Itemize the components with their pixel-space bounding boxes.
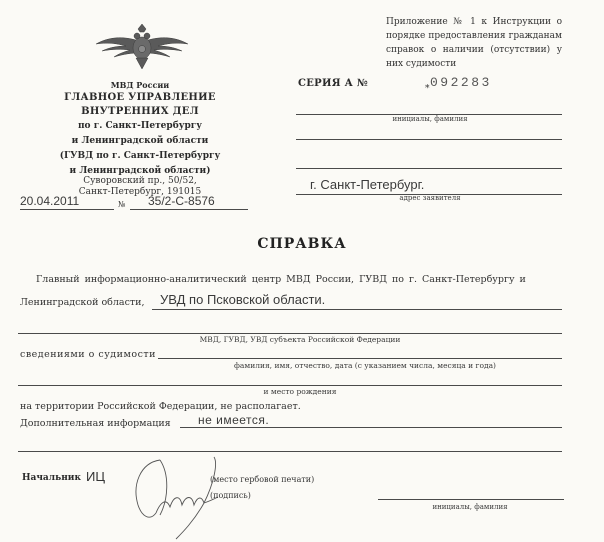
birthplace-line xyxy=(18,385,562,386)
initials-caption: инициалы, фамилия xyxy=(392,115,468,123)
intro-line-2: Ленинградской области, xyxy=(20,297,145,308)
issuer-line: (ГУВД по г. Санкт-Петербургу xyxy=(59,151,221,161)
authority-value: УВД по Псковской области. xyxy=(160,292,326,307)
authority-caption: МВД, ГУВД, УВД субъекта Российской Федерации xyxy=(199,335,401,344)
signature-caption: (подпись) xyxy=(210,491,251,500)
issuer-line: по г. Санкт-Петербургу xyxy=(77,121,203,131)
series-label: СЕРИЯ А № xyxy=(298,78,369,89)
territory-text: на территории Российской Федерации, не располагает. xyxy=(20,401,301,412)
name-caption: инициалы, фамилия xyxy=(432,503,508,511)
birthplace-caption: и место рождения xyxy=(263,387,337,396)
appendix-note: Приложение № 1 к Инструкции о порядке предоставления гражданам справок о наличии (отсутствии) у них судимости xyxy=(386,17,562,69)
number-label: № xyxy=(118,200,126,209)
address-line: Санкт-Петербург, 191015 xyxy=(78,187,202,197)
date-underline xyxy=(20,209,114,210)
address-line: Суворовский пр., 50/52, xyxy=(83,176,197,186)
issuer-line: ВНУТРЕННИХ ДЕЛ xyxy=(81,106,199,117)
issuer-line: и Ленинградской области) xyxy=(69,166,211,176)
recipient-line-2 xyxy=(296,139,562,140)
person-caption: фамилия, имя, отчество, дата (с указанием числа, месяца и года) xyxy=(234,361,496,370)
person-line xyxy=(158,358,562,359)
authority-line-2 xyxy=(18,333,562,334)
recipient-line-3 xyxy=(296,168,562,169)
intro-line-1: Главный информационно-аналитический центр МВД России, ГУВД по г. Санкт-Петербургу и xyxy=(36,274,526,285)
issuer-block xyxy=(20,80,260,179)
outgoing-date: 20.04.2011 xyxy=(20,194,80,208)
additional-line-2 xyxy=(18,451,562,452)
address-caption: адрес заявителя xyxy=(399,194,461,202)
authority-line xyxy=(152,309,562,310)
additional-value: не имеется. xyxy=(198,413,270,427)
chief-unit: ИЦ xyxy=(86,469,105,484)
mvd-emblem-icon xyxy=(96,22,188,70)
issuer-line: МВД России xyxy=(110,80,170,90)
additional-label: Дополнительная информация xyxy=(20,418,171,429)
issuer-line: ГЛАВНОЕ УПРАВЛЕНИЕ xyxy=(64,92,216,103)
series-star: * xyxy=(425,84,430,94)
document-title: СПРАВКА xyxy=(257,236,347,252)
issuer-line: и Ленинградской области xyxy=(71,136,209,146)
number-underline xyxy=(130,209,248,210)
series-number: 092283 xyxy=(430,75,492,90)
outgoing-number: 35/2-С-8576 xyxy=(148,194,215,208)
stamp-caption: (место гербовой печати) xyxy=(210,475,315,484)
chief-label: Начальник xyxy=(22,473,81,483)
recipient-address: г. Санкт-Петербург. xyxy=(310,177,425,192)
name-line xyxy=(378,499,564,500)
records-label: сведениями о судимости xyxy=(20,349,157,360)
additional-line xyxy=(180,427,562,428)
